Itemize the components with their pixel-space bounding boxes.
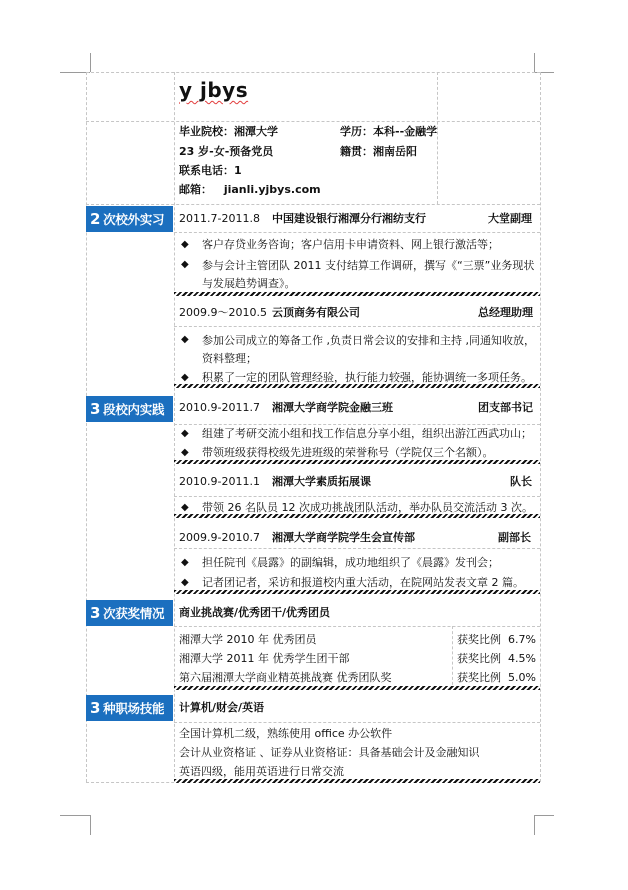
job-org: 湘潭大学素质拓展课: [272, 475, 371, 488]
job-period: 2009.9～2010.5: [179, 306, 267, 319]
award-ratio: 获奖比例 6.7%: [457, 633, 536, 646]
job-period: 2009.9-2010.7: [179, 531, 260, 544]
awards-summary: 商业挑战赛/优秀团干/优秀团员: [179, 606, 331, 619]
candidate-name: y jbys: [179, 78, 249, 102]
job-bullet: 担任院刊《晨露》的副编辑，成功地组织了《晨露》发刊会；: [202, 556, 499, 569]
job-role: 大堂副理: [488, 212, 532, 225]
award-ratio: 获奖比例 5.0%: [457, 671, 536, 684]
email-label: 邮箱：: [179, 183, 212, 196]
bullet-icon: ◆: [181, 259, 189, 270]
job-bullet: 带领班级获得校级先进班级的荣誉称号（学院仅三个名额）。: [202, 446, 494, 459]
job-org: 云顶商务有限公司: [272, 306, 360, 319]
school-info: 毕业院校：湘潭大学: [179, 125, 278, 138]
skill-item: 全国计算机二级，熟练使用 office 办公软件: [179, 727, 393, 740]
award-item: 湘潭大学 2011 年 优秀学生团干部: [179, 652, 350, 665]
job-period: 2011.7-2011.8: [179, 212, 260, 225]
skill-item: 会计从业资格证 、证券从业资格证：具备基础会计及金融知识: [179, 746, 480, 759]
job-period: 2010.9-2011.7: [179, 401, 260, 414]
job-org: 中国建设银行湘潭分行湘纺支行: [272, 212, 426, 225]
job-period: 2010.9-2011.1: [179, 475, 260, 488]
bullet-icon: ◆: [181, 239, 189, 250]
profile-info: 23 岁-女-预备党员: [179, 145, 274, 158]
email-info: [179, 182, 321, 197]
crop-mark-top-left: [90, 53, 91, 72]
section-label-internship: 2 次校外实习: [86, 206, 173, 232]
phone-info: 联系电话：1: [179, 164, 242, 177]
award-ratio: 获奖比例 4.5%: [457, 652, 536, 665]
section-label-awards: 3 次获奖情况: [86, 600, 173, 626]
section-divider: [174, 590, 540, 594]
job-bullet: 积累了一定的团队管理经验，执行能力较强，能协调统一多项任务。: [202, 371, 532, 384]
crop-mark-top-right: [534, 53, 535, 72]
crop-mark-bottom-right: [534, 815, 554, 816]
job-bullet: 组建了考研交流小组和找工作信息分享小组，组织出游江西武功山；: [202, 427, 532, 440]
skill-item: 英语四级，能用英语进行日常交流: [179, 765, 344, 778]
award-item: 湘潭大学 2010 年 优秀团员: [179, 633, 317, 646]
degree-info: 学历：本科--金融学: [340, 125, 438, 138]
bullet-icon: ◆: [181, 447, 189, 458]
bullet-icon: ◆: [181, 372, 189, 383]
job-bullet: 带领 26 名队员 12 次成功挑战团队活动，举办队员交流活动 3 次。: [202, 501, 533, 514]
job-bullet: 记者团记者，采访和报道校内重大活动，在院网站发表文章 2 篇。: [202, 576, 524, 589]
job-org: 湘潭大学商学院学生会宣传部: [272, 531, 415, 544]
section-divider: [174, 686, 540, 690]
job-bullet: 客户存贷业务咨询；客户信用卡申请资料、网上银行激活等；: [202, 238, 499, 251]
bullet-icon: ◆: [181, 334, 189, 345]
section-label-campus: 3 段校内实践: [86, 396, 173, 422]
award-item: 第六届湘潭大学商业精英挑战赛 优秀团队奖: [179, 671, 392, 684]
section-divider: [174, 779, 540, 783]
job-role: 团支部书记: [478, 401, 533, 414]
job-bullet: 参加公司成立的筹备工作 ,负责日常会议的安排和主持 ,同通知收放，资料整理；: [202, 334, 535, 365]
job-org: 湘潭大学商学院金融三班: [272, 401, 393, 414]
bullet-icon: ◆: [181, 428, 189, 439]
section-divider: [174, 460, 540, 464]
job-role: 队长: [510, 475, 532, 488]
bullet-icon: ◆: [181, 557, 189, 568]
job-role: 总经理助理: [478, 306, 533, 319]
crop-mark-bottom-left: [60, 815, 90, 816]
crop-mark-bottom-left: [90, 815, 91, 835]
job-role: 副部长: [498, 531, 531, 544]
email-link[interactable]: jianli.yjbys.com: [223, 183, 321, 196]
bullet-icon: ◆: [181, 577, 189, 588]
skills-summary: 计算机/财会/英语: [179, 701, 265, 714]
job-bullet: 参与会计主管团队 2011 支付结算工作调研，撰写《“三票”业务现状与发展趋势调查》。: [202, 259, 535, 290]
bullet-icon: ◆: [181, 502, 189, 513]
section-label-skills: 3 种职场技能: [86, 695, 173, 721]
crop-mark-bottom-right: [534, 815, 535, 835]
origin-info: 籍贯：湘南岳阳: [340, 145, 417, 158]
